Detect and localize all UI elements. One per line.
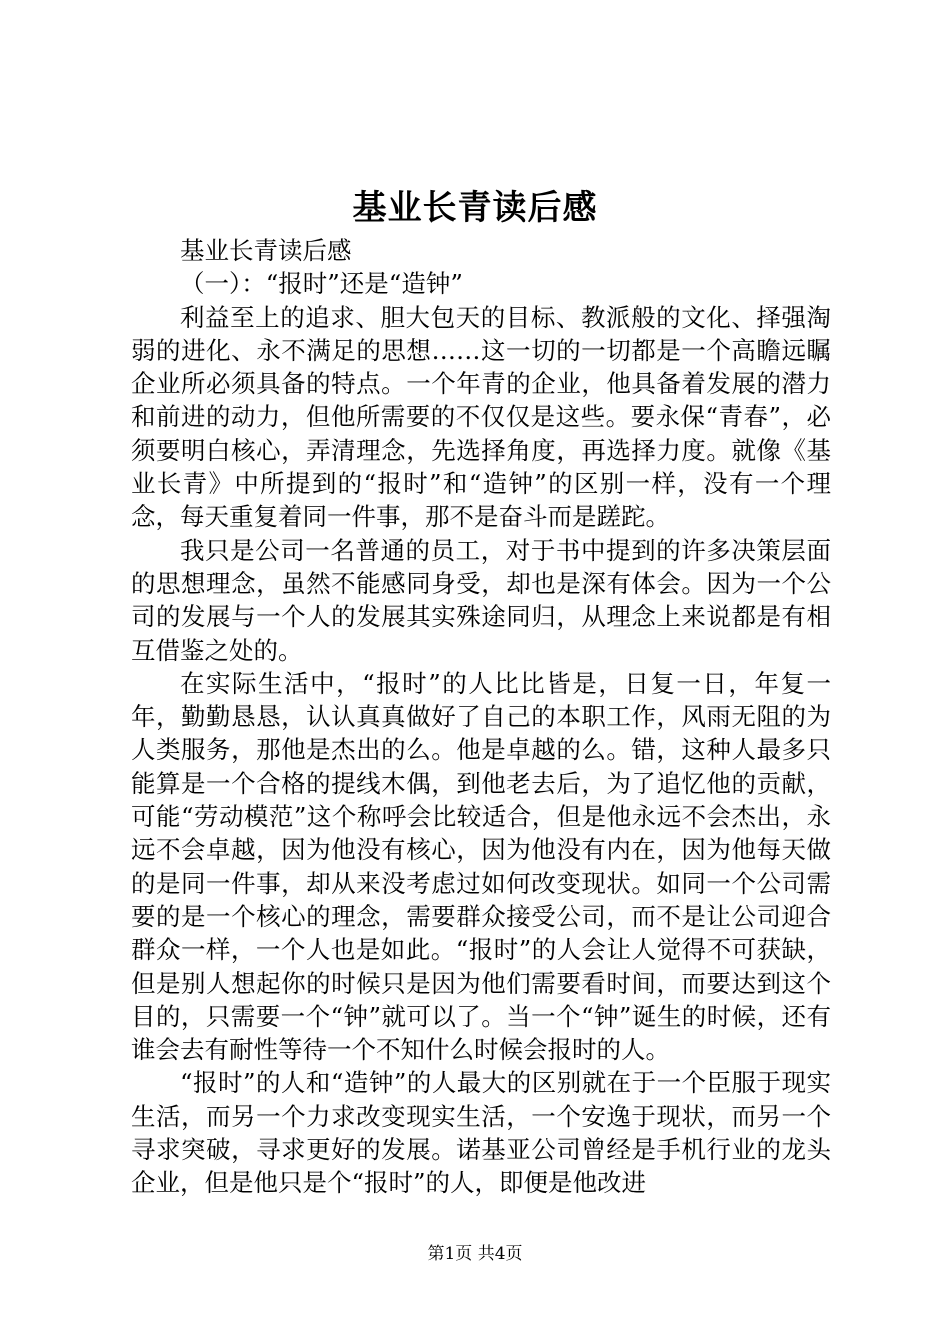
page-number-footer: 第1页 共4页 [427,1244,523,1264]
paragraph: 我只是公司一名普通的员工，对于书中提到的许多决策层面的思想理念，虽然不能感同身受，却也是深有体会。因为一个公司的发展与一个人的发展其实殊途同归，从理念上来说都是有相互借鉴之处的。 [131,535,831,665]
paragraph-heading: 基业长青读后感 [180,236,352,265]
paragraph: 在实际生活中，“报时”的人比比皆是，日复一日，年复一年，勤勤恳恳，认认真真做好了自己的本职工作，风雨无阻的为人类服务，那他是杰出的么。他是卓越的么。错，这种人最多只能算是一个合格的提线木偶，到他老去后，为了追忆他的贡献，可能“劳动模范”这个称呼会比较适合，但是他永远不会杰出，永远不会卓越，因为他没有核心，因为他没有内在，因为他每天做的是同一件事，却从来没考虑过如何改变现状。如同一个公司需要的是一个核心的理念，需要群众接受公司，而不是让公司迎合群众一样，一个人也是如此。“报时”的人会让人觉得不可获缺，但是别人想起你的时候只是因为他们需要看时间，而要达到这个目的，只需要一个“钟”就可以了。当一个“钟”诞生的时候，还有谁会去有耐性等待一个不知什么时候会报时的人。 [131,668,831,1065]
document-body [131,234,831,1200]
paragraph: 利益至上的追求、胆大包天的目标、教派般的文化、择强淘弱的进化、永不满足的思想……这一切的一切都是一个高瞻远瞩企业所必须具备的特点。一个年青的企业，他具备着发展的潜力和前进的动力，但他所需要的不仅仅是这些。要永保“青春”，必须要明白核心，弄清理念，先选择角度，再选择力度。就像《基业长青》中所提到的“报时”和“造钟”的区别一样，没有一个理念，每天重复着同一件事，那不是奋斗而是蹉跎。 [131,302,831,532]
paragraph-section-title: （一）：“报时”还是“造钟” [180,269,463,299]
paragraph: “报时”的人和“造钟”的人最大的区别就在于一个臣服于现实生活，而另一个力求改变现实生活，一个安逸于现状，而另一个寻求突破，寻求更好的发展。诺基亚公司曾经是手机行业的龙头企业，但是他只是个“报时”的人，即便是他改进 [131,1068,831,1198]
document-title: 基业长青读后感 [352,188,598,228]
